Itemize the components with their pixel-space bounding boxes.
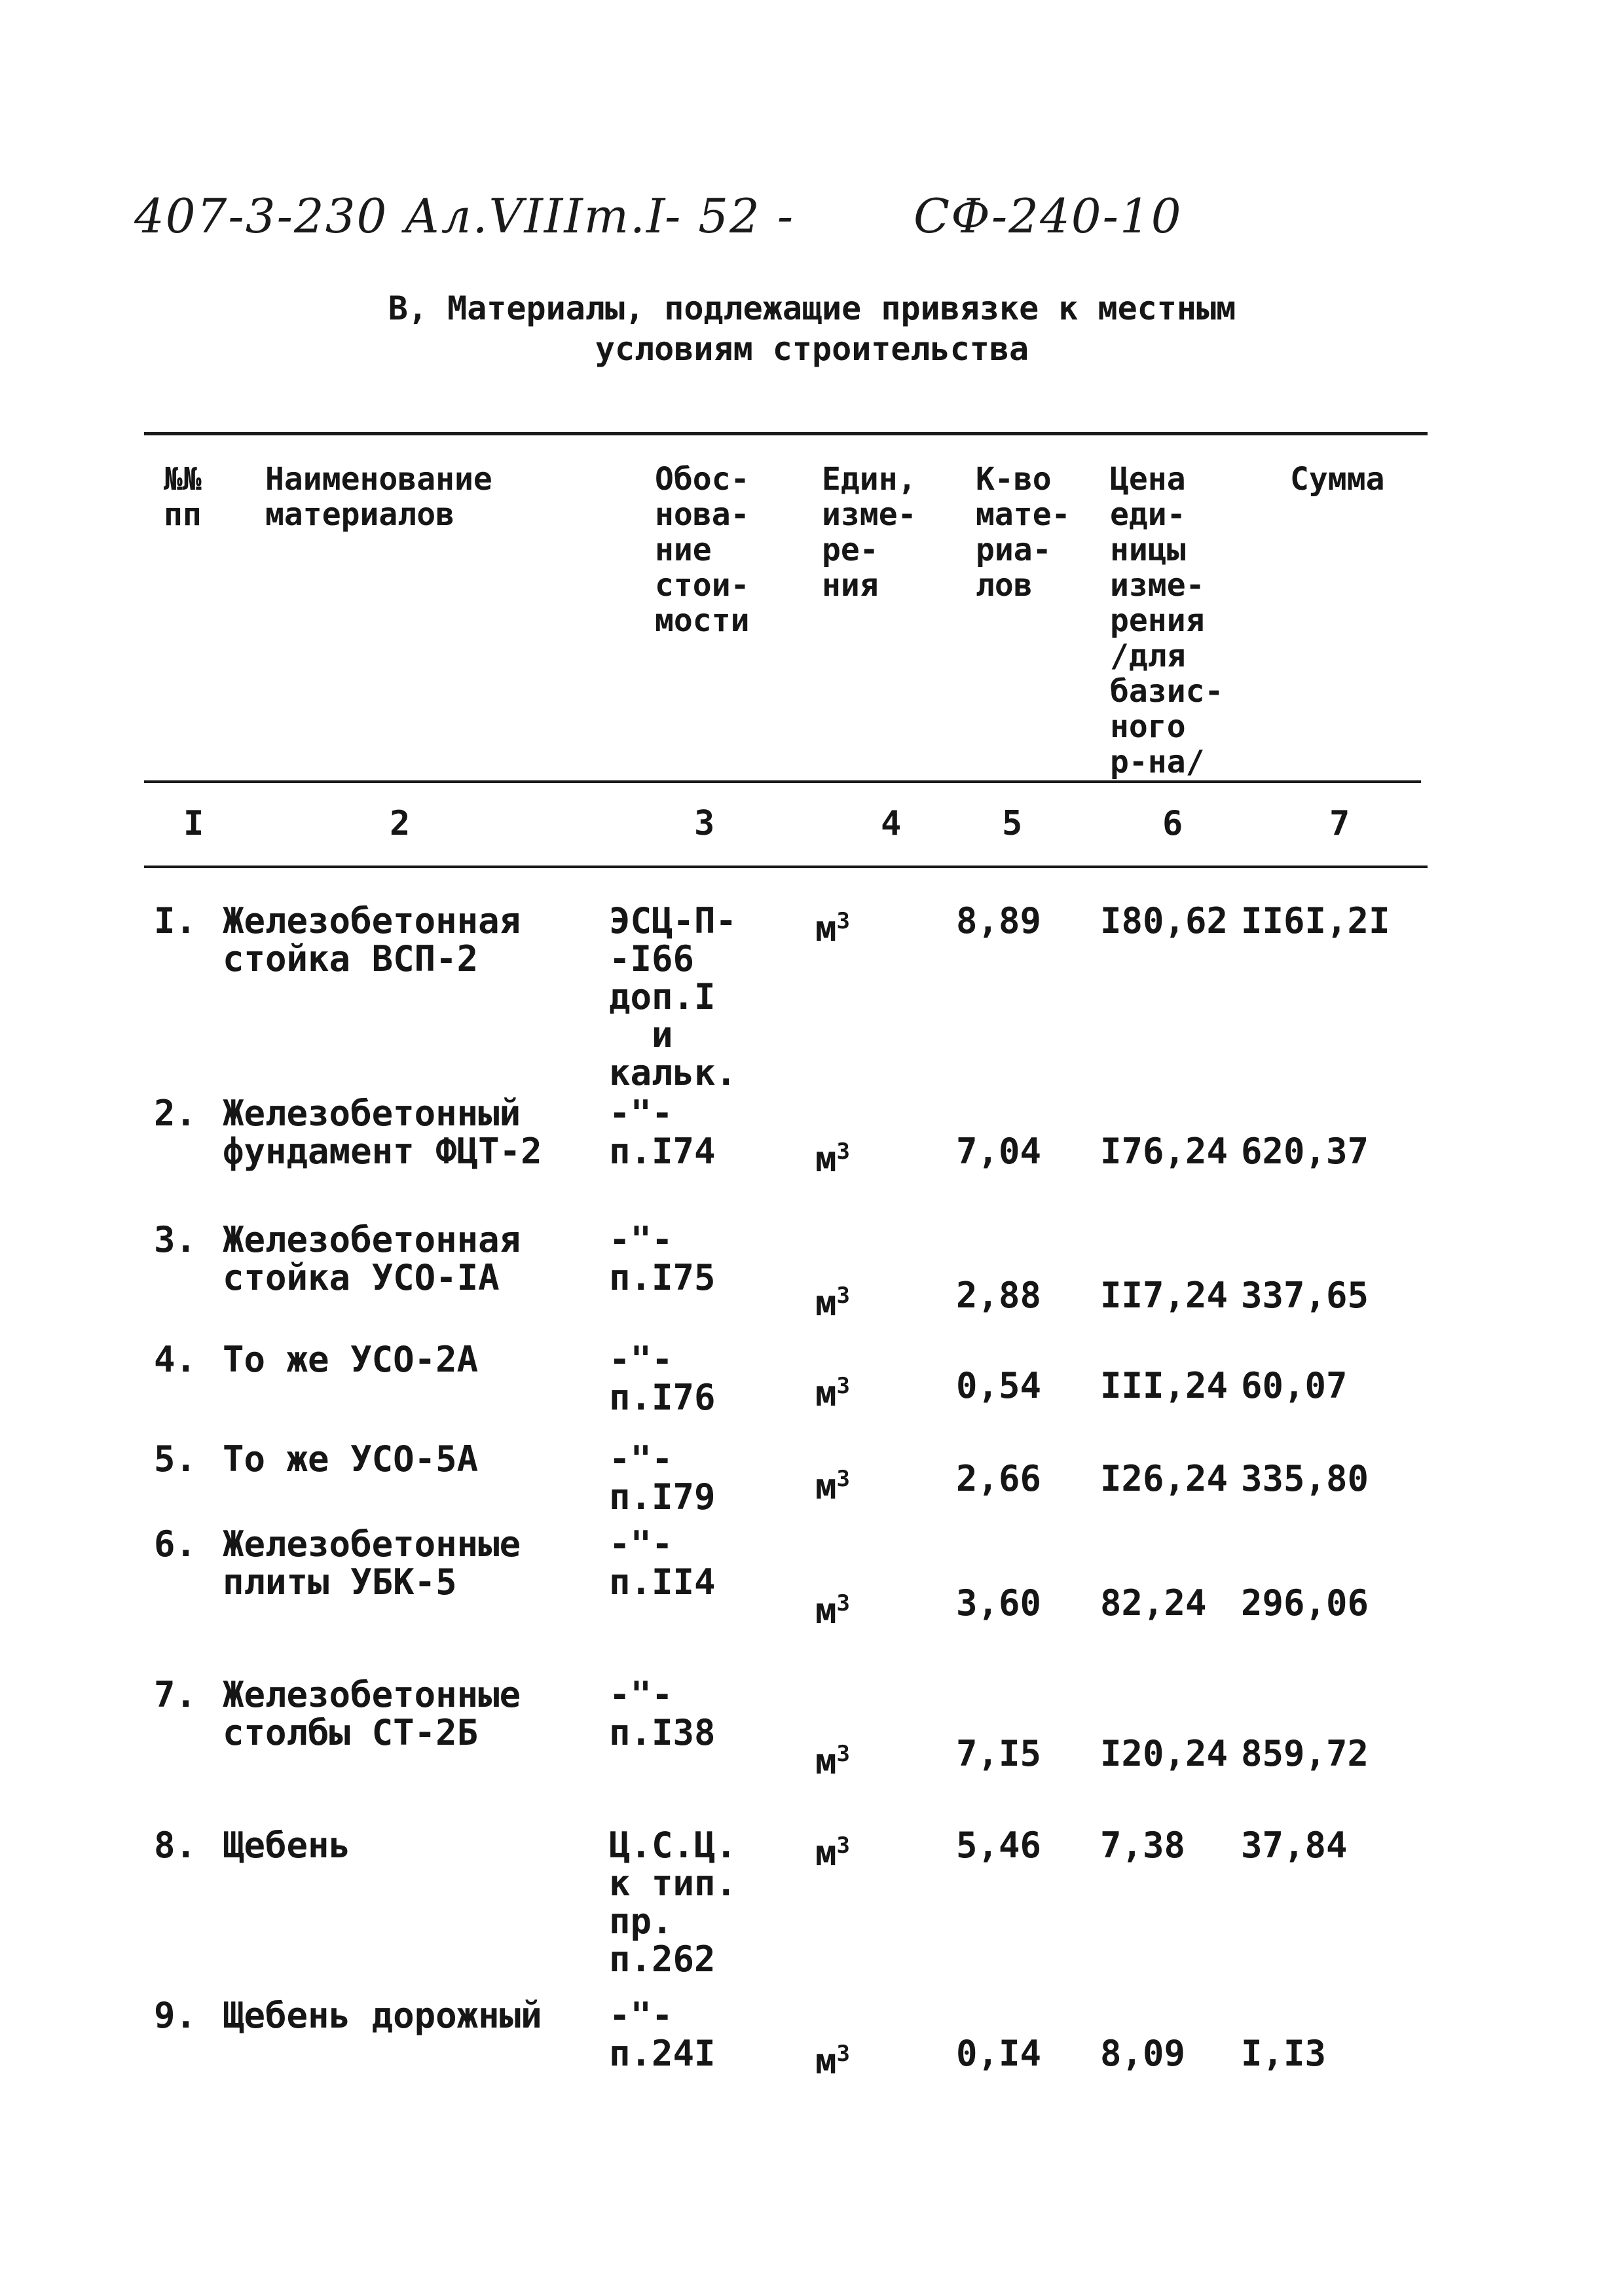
row-sum: 335,80 bbox=[1241, 1458, 1369, 1499]
unit-exponent: 3 bbox=[836, 1373, 850, 1399]
row-number: 9. bbox=[154, 1995, 197, 2036]
material-name: Щебень bbox=[223, 1825, 351, 1866]
material-quantity: 0,I4 bbox=[956, 2033, 1042, 2074]
unit-of-measure bbox=[815, 1277, 850, 1322]
unit-price: I76,24 bbox=[1100, 1131, 1228, 1172]
material-quantity: 8,89 bbox=[956, 900, 1042, 941]
cost-basis: -"- п.I74 bbox=[609, 1093, 716, 1172]
unit-of-measure bbox=[815, 2035, 850, 2081]
unit-text: м bbox=[815, 1832, 837, 1874]
cost-basis: -"- п.I75 bbox=[609, 1219, 716, 1298]
unit-text: м bbox=[815, 908, 837, 949]
unit-text: м bbox=[815, 1373, 837, 1414]
row-number: 4. bbox=[154, 1339, 197, 1380]
row-sum: 37,84 bbox=[1241, 1825, 1348, 1866]
unit-price: 8,09 bbox=[1100, 2033, 1186, 2074]
row-sum: 337,65 bbox=[1241, 1275, 1369, 1316]
table-numbering-rule bbox=[144, 866, 1428, 868]
row-number: 3. bbox=[154, 1219, 197, 1260]
unit-price: III,24 bbox=[1100, 1365, 1228, 1406]
material-name: Железобетонная стойка УСО-IА bbox=[223, 1219, 521, 1298]
table-top-rule bbox=[144, 432, 1428, 435]
row-sum: 60,07 bbox=[1241, 1365, 1348, 1406]
unit-of-measure bbox=[815, 1735, 850, 1781]
unit-exponent: 3 bbox=[836, 1466, 850, 1492]
row-sum: 620,37 bbox=[1241, 1131, 1369, 1172]
unit-text: м bbox=[815, 2041, 837, 2082]
unit-of-measure bbox=[815, 1827, 850, 1872]
row-number: 6. bbox=[154, 1523, 197, 1565]
column-number-7: 7 bbox=[1329, 804, 1350, 843]
material-name: То же УСО-2А bbox=[223, 1339, 479, 1380]
column-header-unit-price: Цена еди- ницы изме- рения /для базис- ного р-на/ bbox=[1110, 461, 1224, 780]
material-name: Железобетонная стойка ВСП-2 bbox=[223, 900, 521, 979]
unit-exponent: 3 bbox=[836, 1283, 850, 1309]
unit-text: м bbox=[815, 1139, 837, 1180]
unit-of-measure bbox=[815, 1460, 850, 1506]
row-sum: 859,72 bbox=[1241, 1733, 1369, 1774]
cost-basis: -"- п.I79 bbox=[609, 1438, 716, 1518]
column-number-5: 5 bbox=[1002, 804, 1023, 843]
column-number-4: 4 bbox=[881, 804, 902, 843]
column-header-sum: Сумма bbox=[1290, 461, 1385, 498]
unit-exponent: 3 bbox=[836, 1139, 850, 1165]
material-name: То же УСО-5А bbox=[223, 1438, 479, 1480]
row-sum: I,I3 bbox=[1241, 2033, 1327, 2074]
unit-price: I20,24 bbox=[1100, 1733, 1228, 1774]
cost-basis: -"- п.I76 bbox=[609, 1339, 716, 1418]
material-name: Железобетонный фундамент ФЦТ-2 bbox=[223, 1093, 542, 1172]
row-number: 5. bbox=[154, 1438, 197, 1480]
unit-text: м bbox=[815, 1741, 837, 1782]
material-quantity: 5,46 bbox=[956, 1825, 1042, 1866]
unit-of-measure bbox=[815, 1133, 850, 1178]
table-header-rule bbox=[144, 780, 1421, 783]
section-heading-line-1: В, Материалы, подлежащие привязке к местным bbox=[388, 289, 1236, 327]
row-number: 8. bbox=[154, 1825, 197, 1866]
column-number-3: 3 bbox=[694, 804, 715, 843]
cost-basis: -"- п.II4 bbox=[609, 1523, 716, 1603]
unit-exponent: 3 bbox=[836, 1590, 850, 1616]
row-sum: II6I,2I bbox=[1241, 900, 1390, 941]
column-number-2: 2 bbox=[390, 804, 411, 843]
cost-basis: -"- п.I38 bbox=[609, 1674, 716, 1753]
material-quantity: 7,I5 bbox=[956, 1733, 1042, 1774]
unit-price: 82,24 bbox=[1100, 1582, 1207, 1624]
unit-of-measure bbox=[815, 1584, 850, 1630]
column-header-name: Наименование материалов bbox=[265, 461, 492, 533]
cost-basis: Ц.С.Ц. к тип. пр. п.262 bbox=[609, 1825, 737, 1980]
unit-price: 7,38 bbox=[1100, 1825, 1186, 1866]
column-number-1: I bbox=[183, 804, 204, 843]
row-sum: 296,06 bbox=[1241, 1582, 1369, 1624]
column-header-quantity: К-во мате- риа- лов bbox=[976, 461, 1071, 604]
row-number: I. bbox=[154, 900, 197, 941]
column-header-basis: Обос- нова- ние стои- мости bbox=[655, 461, 750, 639]
row-number: 7. bbox=[154, 1674, 197, 1715]
material-quantity: 0,54 bbox=[956, 1365, 1042, 1406]
series-code: СФ-240-10 bbox=[913, 189, 1183, 244]
column-header-number: №№ пп bbox=[164, 461, 202, 533]
cost-basis: ЭСЦ-П- -I66 доп.I и кальк. bbox=[609, 900, 737, 1093]
unit-of-measure bbox=[815, 902, 850, 948]
material-quantity: 2,66 bbox=[956, 1458, 1042, 1499]
unit-exponent: 3 bbox=[836, 1741, 850, 1767]
material-name: Железобетонные плиты УБК-5 bbox=[223, 1523, 521, 1603]
row-number: 2. bbox=[154, 1093, 197, 1134]
unit-price: II7,24 bbox=[1100, 1275, 1228, 1316]
unit-exponent: 3 bbox=[836, 1832, 850, 1859]
material-quantity: 2,88 bbox=[956, 1275, 1042, 1316]
unit-of-measure bbox=[815, 1367, 850, 1413]
unit-price: I80,62 bbox=[1100, 900, 1228, 941]
unit-exponent: 3 bbox=[836, 908, 850, 934]
document-code: 407-3-230 Ал.VIIIт.I bbox=[134, 189, 667, 244]
material-name: Щебень дорожный bbox=[223, 1995, 542, 2036]
unit-text: м bbox=[815, 1283, 837, 1324]
unit-text: м bbox=[815, 1466, 837, 1507]
unit-text: м bbox=[815, 1590, 837, 1631]
material-quantity: 7,04 bbox=[956, 1131, 1042, 1172]
column-number-6: 6 bbox=[1162, 804, 1183, 843]
cost-basis: -"- п.24I bbox=[609, 1995, 716, 2074]
page-number: - 52 - bbox=[665, 189, 795, 244]
material-quantity: 3,60 bbox=[956, 1582, 1042, 1624]
unit-exponent: 3 bbox=[836, 2041, 850, 2067]
material-name: Железобетонные столбы СТ-2Б bbox=[223, 1674, 521, 1753]
section-heading-line-2: условиям строительства bbox=[595, 330, 1029, 368]
unit-price: I26,24 bbox=[1100, 1458, 1228, 1499]
column-header-unit: Един, изме- ре- ния bbox=[822, 461, 917, 604]
